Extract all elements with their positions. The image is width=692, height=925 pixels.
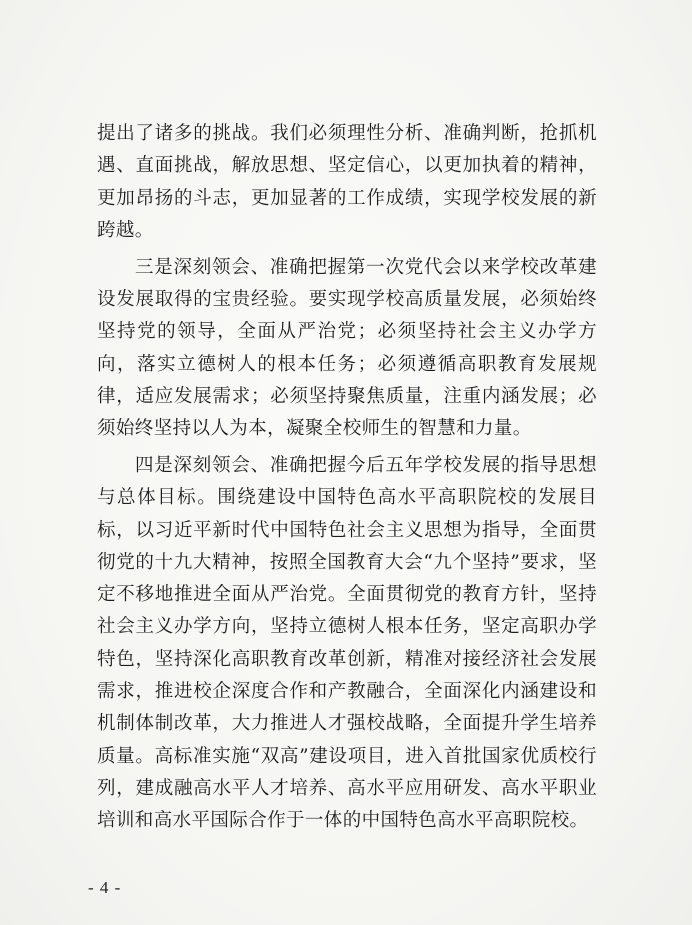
paragraph-3: 四是深刻领会、准确把握今后五年学校发展的指导思想与总体目标。围绕建设中国特色高水平高职院校的发展目标，以习近平新时代中国特色社会主义思想为指导，全面贯彻党的十九大精神，按照全国教育大会“九个坚持”要求，坚定不移地推进全面从严治党。全面贯彻党的教育方针，坚持社会主义办学方向，坚持立德树人根本任务，坚定高职办学特色，坚持深化高职教育改革创新，精准对接经济社会发展需求，推进校企深度合作和产教融合，全面深化内涵建设和机制体制改革，大力推进人才强校战略，全面提升学生培养质量。高标准实施“双高”建设项目，进入首批国家优质校行列，建成融高水平人才培养、高水平应用研发、高水平职业培训和高水平国际合作于一体的中国特色高水平高职院校。 <box>97 454 597 832</box>
paragraph-1: 提出了诸多的挑战。我们必须理性分析、准确判断，抢抓机遇、直面挑战，解放思想、坚定信心，以更加执着的精神，更加昂扬的斗志，更加显著的工作成绩，实现学校发展的新跨越。 <box>97 123 597 241</box>
paragraph-2: 三是深刻领会、准确把握第一次党代会以来学校改革建设发展取得的宝贵经验。要实现学校高质量发展，必须始终坚持党的领导，全面从严治党；必须坚持社会主义办学方向，落实立德树人的根本任务；必须遵循高职教育发展规律，适应发展需求；必须坚持聚焦质量，注重内涵发展；必须始终坚持以人为本，凝聚全校师生的智慧和力量。 <box>97 256 597 440</box>
page-number: - 4 - <box>88 878 122 897</box>
body-text <box>97 118 597 842</box>
